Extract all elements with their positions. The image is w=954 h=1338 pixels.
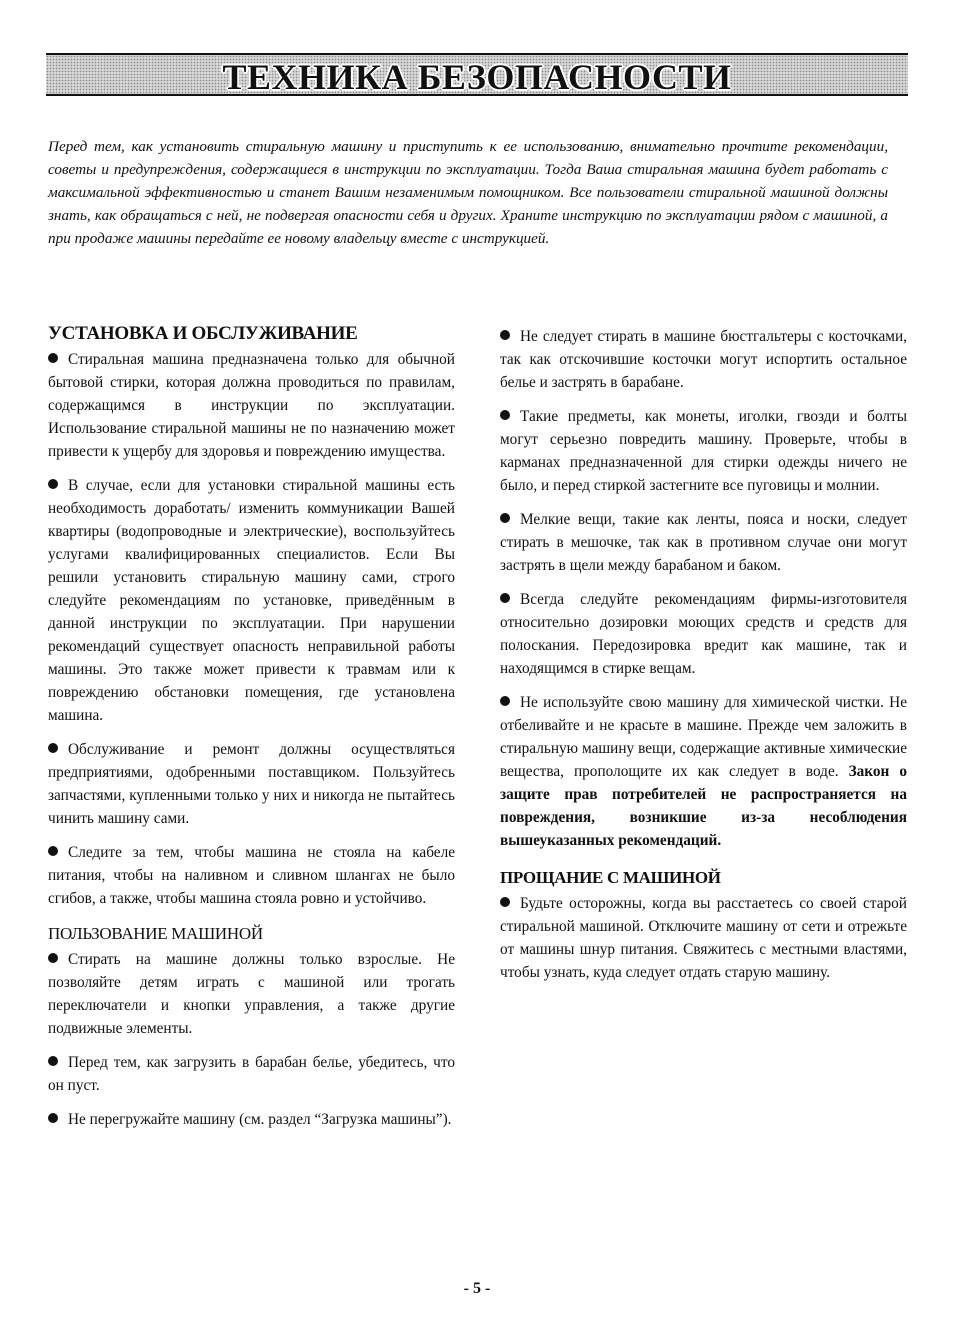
bullet-item: Всегда следуйте рекомендациям фирмы-изготовителя относительно дозировки моющих средств и средств для полоскания. Передозировка вредит как машине, так и находящимся в стирке вещам. [500,591,907,677]
bullet-item: В случае, если для установки стиральной машины есть необходимость доработать/ изменить коммуникации Вашей квартиры (водопроводные и электрические), воспользуйтесь услугами квалифицированных специалистов. Если Вы решили установить стиральную машину сами, строго следуйте рекомендациям по установке, приведённым в данной инструкции по эксплуатации. При нарушении рекомендаций существует опасность неправильной работы машины. Это также может привести к травмам или к повреждению обстановки помещения, где установлена машина. [48,477,455,724]
bullet-item: Будьте осторожны, когда вы расстаетесь со своей старой стиральной машиной. Отключите машину от сети и отрежьте от машины шнур питания. Свяжитесь с местными властями, чтобы узнать, куда следует отдать старую машину. [500,895,907,981]
bullet-icon [500,513,510,523]
title-banner [46,53,908,96]
right-column [500,325,907,995]
bullet-item: Не следует стирать в машине бюстгальтеры с косточками, так как отскочившие косточки могут испортить остальное белье и застрять в барабане. [500,328,907,391]
bullet-item: Не перегружайте машину (см. раздел “Загрузка машины”). [48,1108,455,1131]
section-heading-disposal: ПРОЩАНИЕ С МАШИНОЙ [500,868,721,887]
section-heading-installation: УСТАНОВКА И ОБСЛУЖИВАНИЕ [48,323,358,344]
bullet-item: Следите за тем, чтобы машина не стояла на кабеле питания, чтобы на наливном и сливном шлангах не было сгибов, а также, чтобы машина стояла ровно и устойчиво. [48,844,455,907]
warranty-notice: Закон о защите прав потребителей не распространяется на повреждения, возникшие из-за несоблюдения вышеуказанных рекомендаций. [500,763,907,849]
bullet-icon [48,353,58,363]
bullet-item: Стиральная машина предназначена только для обычной бытовой стирки, которая должна проводиться по правилам, содержащимся в инструкции по эксплуатации. Использование стиральной машины не по назначению может привести к ущербу для здоровья и повреждению имущества. [48,351,455,460]
bullet-icon [48,953,58,963]
page-number: - 5 - [463,1280,491,1297]
bullet-icon [48,1113,58,1123]
left-column [48,322,455,1142]
bullet-icon [500,593,510,603]
bullet-icon [48,1056,58,1066]
bullet-icon [500,696,510,706]
page-title: ТЕХНИКА БЕЗОПАСНОСТИ [222,57,732,97]
bullet-item: Не используйте свою машину для химической чистки. Не отбеливайте и не красьте в машине. Прежде чем заложить в стиральную машину вещи, содержащие активные химические вещества, прополощите их как следует в воде. Закон о защите прав потребителей не распространяется на повреждения, возникшие из-за несоблюдения вышеуказанных рекомендаций. [500,694,907,849]
bullet-item: Обслуживание и ремонт должны осуществляться предприятиями, одобренными поставщиком. Пользуйтесь запчастями, купленными только у них и никогда не пытайтесь чинить машину сами. [48,741,455,827]
bullet-icon [48,846,58,856]
bullet-item: Перед тем, как загрузить в барабан белье, убедитесь, что он пуст. [48,1054,455,1094]
bullet-item: Мелкие вещи, такие как ленты, пояса и носки, следует стирать в мешочке, так как в противном случае они могут застрять в щели между барабаном и баком. [500,511,907,574]
bullet-icon [48,479,58,489]
bullet-icon [500,410,510,420]
bullet-icon [500,897,510,907]
section-heading-usage: ПОЛЬЗОВАНИЕ МАШИНОЙ [48,924,263,943]
intro-paragraph: Перед тем, как установить стиральную машину и приступить к ее использованию, внимательно прочтите рекомендации, советы и предупреждения, содержащиеся в инструкции по эксплуатации. Тогда Ваша стиральная машина будет работать с максимальной эффективностью и станет Вашим незаменимым помощником. Все пользователи стиральной машиной должны знать, как обращаться с ней, не подвергая опасности себя и других. Храните инструкцию по эксплуатации рядом с машиной, а при продаже машины передайте ее новому владельцу вместе с инструкцией. [48,138,888,248]
bullet-icon [48,743,58,753]
bullet-item: Такие предметы, как монеты, иголки, гвозди и болты могут серьезно повредить машину. Проверьте, чтобы в карманах предназначенной для стирки одежды ничего не было, и перед стиркой застегните все пуговицы и молнии. [500,408,907,494]
bullet-icon [500,330,510,340]
bullet-item: Стирать на машине должны только взрослые. Не позволяйте детям играть с машиной или трогать переключатели и кнопки управления, а также другие подвижные элементы. [48,951,455,1037]
